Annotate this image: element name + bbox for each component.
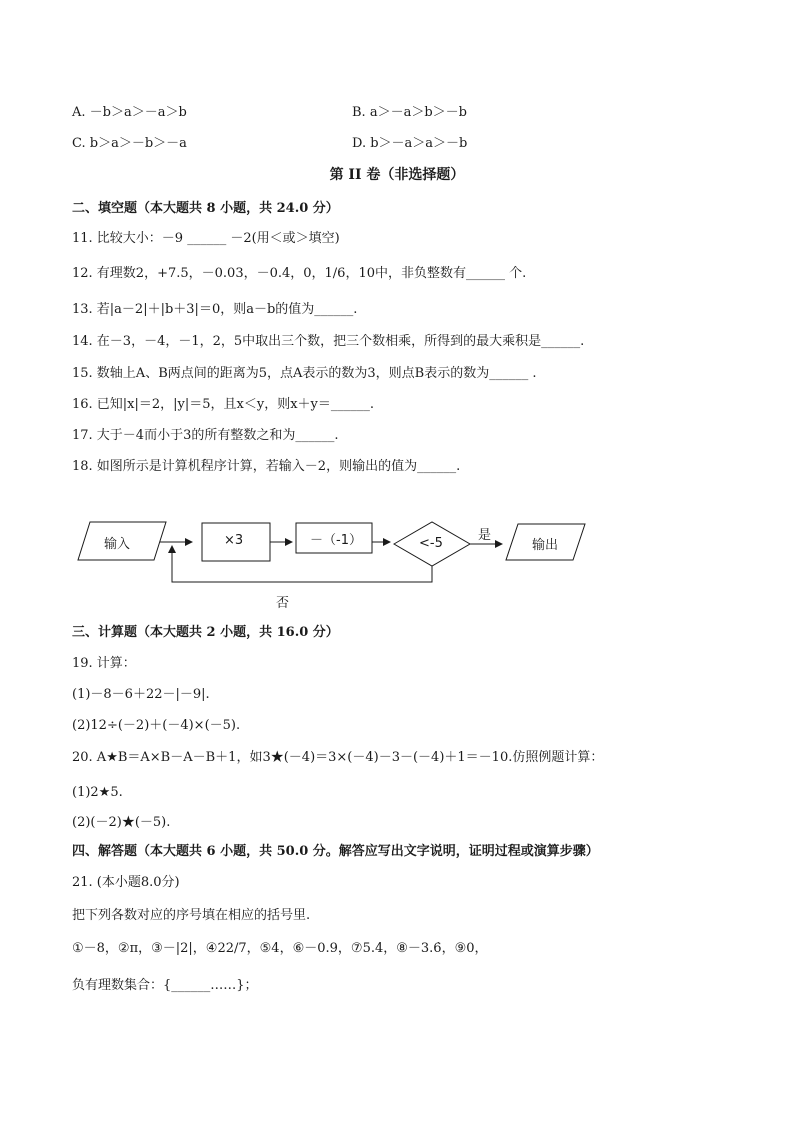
question-21-text: 把下列各数对应的序号填在相应的括号里. (72, 908, 311, 923)
question-17: 17. 大于－4而小于3的所有整数之和为______. (72, 428, 339, 443)
question-15: 15. 数轴上A、B两点间的距离为5，点A表示的数为3，则点B表示的数为______ . (72, 366, 537, 381)
section4-heading: 四、解答题（本大题共 6 小题，共 50.0 分。解答应写出文字说明，证明过程或演算步骤） (72, 844, 599, 859)
flow-times3-label: ×3 (224, 533, 244, 548)
part2-title: 第 II 卷（非选择题） (329, 167, 465, 183)
question-19-2: (2)12÷(－2)＋(－4)×(－5). (72, 718, 241, 733)
program-flowchart (70, 514, 630, 614)
question-19: 19. 计算： (72, 656, 136, 671)
flow-condition-label: <-5 (419, 536, 443, 551)
question-18: 18. 如图所示是计算机程序计算，若输入－2，则输出的值为______. (72, 459, 461, 474)
question-11: 11. 比较大小：－9 ______ －2(用＜或＞填空) (72, 231, 340, 246)
flow-minus-label: －（-1） (310, 533, 362, 548)
negative-rational-set: 负有理数集合：{______……}； (72, 978, 258, 993)
question-13: 13. 若|a－2|＋|b＋3|＝0，则a－b的值为______. (72, 302, 358, 317)
question-12: 12. 有理数2，+7.5，－0.03，－0.4，0，1/6，10中，非负整数有______ 个. (72, 266, 527, 281)
question-21-numbers: ①－8，②π，③－|2|，④22/7，⑤4，⑥－0.9，⑦5.4，⑧－3.6̇，⑨0， (72, 941, 488, 956)
question-20: 20. A★B＝A×B－A－B＋1，如3★(－4)＝3×(－4)－3－(－4)＋1＝－10.仿照例题计算： (72, 750, 604, 765)
option-c: C. b＞a＞－b＞－a (72, 136, 187, 151)
flow-yes-label: 是 (478, 528, 492, 543)
flow-input-label: 输入 (104, 537, 131, 552)
section3-heading: 三、计算题（本大题共 2 小题，共 16.0 分） (72, 625, 339, 640)
question-20-2: (2)(－2)★(－5). (72, 815, 171, 830)
question-19-1: (1)－8－6＋22－|－9|. (72, 687, 210, 702)
flow-no-label: 否 (276, 596, 290, 611)
question-20-1: (1)2★5. (72, 785, 123, 800)
section2-heading: 二、填空题（本大题共 8 小题，共 24.0 分） (72, 201, 339, 216)
option-b: B. a＞－a＞b＞－b (352, 105, 467, 120)
flow-output-label: 输出 (532, 538, 559, 553)
question-21: 21. (本小题8.0分) (72, 875, 180, 890)
question-16: 16. 已知|x|＝2，|y|＝5，且x＜y，则x＋y＝______. (72, 397, 375, 412)
arrow-no-loop (172, 546, 432, 582)
option-a: A. －b＞a＞－a＞b (72, 105, 187, 120)
option-d: D. b＞－a＞a＞－b (352, 136, 468, 151)
question-14: 14. 在－3，－4，－1，2，5中取出三个数，把三个数相乘，所得到的最大乘积是______. (72, 334, 585, 349)
